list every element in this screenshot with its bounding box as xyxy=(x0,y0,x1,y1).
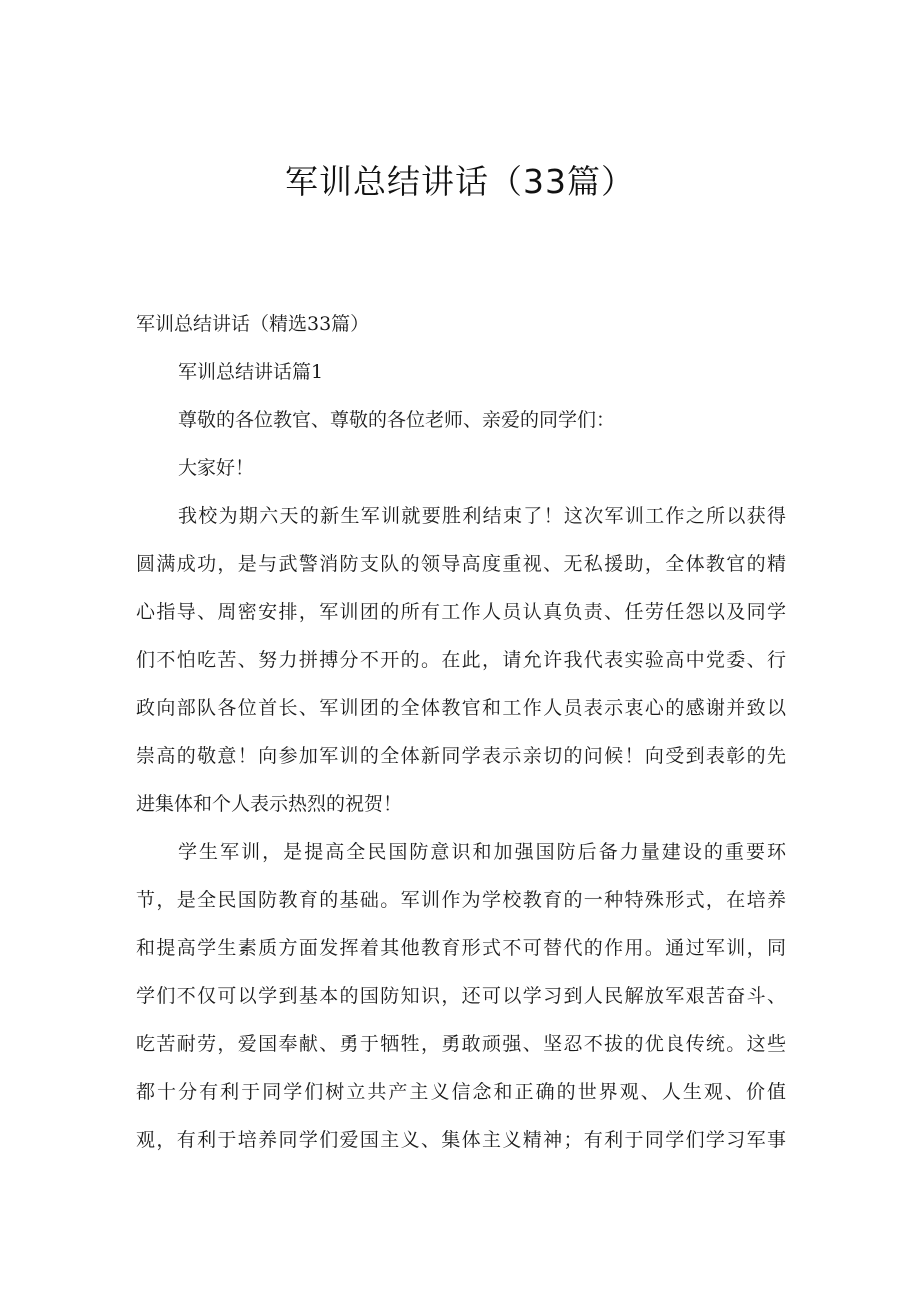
paragraph-1-line: 圆满成功，是与武警消防支队的领导高度重视、无私援助，全体教官的精 xyxy=(136,553,786,575)
paragraph-1-line: 们不怕吃苦、努力拼搏分不开的。在此，请允许我代表实验高中党委、行 xyxy=(136,649,786,671)
paragraph-1 xyxy=(136,492,786,828)
salutation: 尊敬的各位教官、尊敬的各位老师、亲爱的同学们： xyxy=(178,409,616,431)
paragraph-2-line: 和提高学生素质方面发挥着其他教育形式不可替代的作用。通过军训，同 xyxy=(136,937,786,959)
paragraph-1-line: 我校为期六天的新生军训就要胜利结束了！这次军训工作之所以获得 xyxy=(178,505,786,527)
paragraph-2-line: 吃苦耐劳，爱国奉献、勇于牺牲，勇敢顽强、坚忍不拔的优良传统。这些 xyxy=(136,1033,786,1055)
paragraph-1-line: 心指导、周密安排，军训团的所有工作人员认真负责、任劳任怨以及同学 xyxy=(136,601,786,623)
section-heading: 军训总结讲话篇1 xyxy=(178,361,324,383)
document-subtitle: 军训总结讲话（精选33篇） xyxy=(136,313,370,335)
document-title: 军训总结讲话（33篇） xyxy=(285,162,635,201)
paragraph-1-line: 政向部队各位首长、军训团的全体教官和工作人员表示衷心的感谢并致以 xyxy=(136,697,786,719)
paragraph-2-line: 学们不仅可以学到基本的国防知识，还可以学习到人民解放军艰苦奋斗、 xyxy=(136,985,786,1007)
paragraph-2-line: 观，有利于培养同学们爱国主义、集体主义精神；有利于同学们学习军事 xyxy=(136,1129,786,1151)
paragraph-2-line: 学生军训，是提高全民国防意识和加强国防后备力量建设的重要环 xyxy=(178,841,786,863)
document-body xyxy=(136,348,786,1164)
greeting: 大家好！ xyxy=(178,457,255,479)
paragraph-2 xyxy=(136,828,786,1164)
paragraph-1-line: 崇高的敬意！向参加军训的全体新同学表示亲切的问候！向受到表彰的先 xyxy=(136,745,786,767)
paragraph-1-line: 进集体和个人表示热烈的祝贺！ xyxy=(136,793,403,815)
paragraph-2-line: 都十分有利于同学们树立共产主义信念和正确的世界观、人生观、价值 xyxy=(136,1081,786,1103)
paragraph-2-line: 节，是全民国防教育的基础。军训作为学校教育的一种特殊形式，在培养 xyxy=(136,889,786,911)
